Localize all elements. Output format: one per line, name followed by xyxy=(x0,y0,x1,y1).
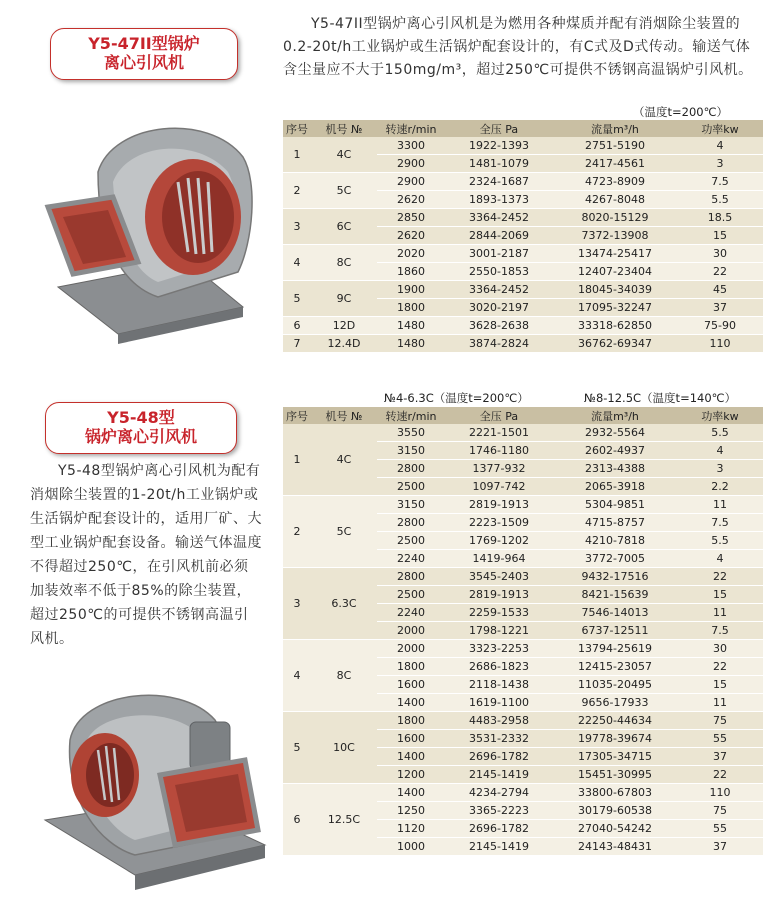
power-cell: 18.5 xyxy=(677,209,763,227)
flow-cell: 27040-54242 xyxy=(553,820,677,838)
flow-cell: 13794-25619 xyxy=(553,640,677,658)
power-cell: 75 xyxy=(677,712,763,730)
row-number-cell: 2 xyxy=(283,173,311,209)
flow-cell: 7372-13908 xyxy=(553,227,677,245)
row-number-cell: 6 xyxy=(283,317,311,335)
pressure-cell: 2145-1419 xyxy=(445,838,553,856)
flow-cell: 22250-44634 xyxy=(553,712,677,730)
pressure-cell: 3364-2452 xyxy=(445,209,553,227)
speed-cell: 1000 xyxy=(377,838,445,856)
power-cell: 37 xyxy=(677,299,763,317)
power-cell: 75-90 xyxy=(677,317,763,335)
speed-cell: 2020 xyxy=(377,245,445,263)
flow-cell: 18045-34039 xyxy=(553,281,677,299)
flow-cell: 8421-15639 xyxy=(553,586,677,604)
speed-cell: 2500 xyxy=(377,478,445,496)
pressure-cell: 1893-1373 xyxy=(445,191,553,209)
speed-cell: 3300 xyxy=(377,137,445,155)
pressure-cell: 2819-1913 xyxy=(445,496,553,514)
table-row xyxy=(283,784,763,802)
power-cell: 11 xyxy=(677,604,763,622)
column-header: 机号 № xyxy=(311,407,377,424)
model-cell: 5C xyxy=(311,173,377,209)
speed-cell: 3150 xyxy=(377,496,445,514)
table-row xyxy=(283,281,763,299)
table-row xyxy=(283,137,763,155)
power-cell: 15 xyxy=(677,586,763,604)
model-cell: 4C xyxy=(311,424,377,496)
pressure-cell: 3020-2197 xyxy=(445,299,553,317)
speed-cell: 1400 xyxy=(377,694,445,712)
speed-cell: 1250 xyxy=(377,802,445,820)
pressure-cell: 2686-1823 xyxy=(445,658,553,676)
pressure-cell: 3628-2638 xyxy=(445,317,553,335)
power-cell: 7.5 xyxy=(677,173,763,191)
power-cell: 3 xyxy=(677,460,763,478)
flow-cell: 5304-9851 xyxy=(553,496,677,514)
flow-cell: 2313-4388 xyxy=(553,460,677,478)
speed-cell: 1400 xyxy=(377,784,445,802)
speed-cell: 1400 xyxy=(377,748,445,766)
speed-cell: 1200 xyxy=(377,766,445,784)
column-header: 流量m³/h xyxy=(553,407,677,424)
flow-cell: 15451-30995 xyxy=(553,766,677,784)
speed-cell: 2500 xyxy=(377,532,445,550)
pressure-cell: 4234-2794 xyxy=(445,784,553,802)
power-cell: 30 xyxy=(677,245,763,263)
power-cell: 45 xyxy=(677,281,763,299)
flow-cell: 7546-14013 xyxy=(553,604,677,622)
row-number-cell: 3 xyxy=(283,209,311,245)
model-cell: 4C xyxy=(311,137,377,173)
product2-description: Y5-48型锅炉离心引风机为配有消烟除尘装置的1-20t/h工业锅炉或生活锅炉配套设计的，适用厂矿、大型工业锅炉配套设备。输送气体温度不得超过250℃，在引风机前必须加装效率不低于85%的除尘装置，超过250℃的可提供不锈钢高温引风机。 xyxy=(30,463,262,647)
column-header: 机号 № xyxy=(311,120,377,137)
row-number-cell: 5 xyxy=(283,712,311,784)
table-row xyxy=(283,640,763,658)
product2-badge-line1: Y5-48型 xyxy=(107,408,175,427)
power-cell: 55 xyxy=(677,730,763,748)
flow-cell: 6737-12511 xyxy=(553,622,677,640)
flow-cell: 9656-17933 xyxy=(553,694,677,712)
power-cell: 7.5 xyxy=(677,514,763,532)
speed-cell: 2500 xyxy=(377,586,445,604)
row-number-cell: 7 xyxy=(283,335,311,353)
pressure-cell: 1619-1100 xyxy=(445,694,553,712)
power-cell: 110 xyxy=(677,335,763,353)
pressure-cell: 2145-1419 xyxy=(445,766,553,784)
flow-cell: 4723-8909 xyxy=(553,173,677,191)
product1-badge-line2: 离心引风机 xyxy=(103,53,184,72)
pressure-cell: 2259-1533 xyxy=(445,604,553,622)
product2-badge xyxy=(45,402,237,454)
column-header: 转速r/min xyxy=(377,120,445,137)
speed-cell: 2000 xyxy=(377,640,445,658)
speed-cell: 2800 xyxy=(377,460,445,478)
pressure-cell: 2223-1509 xyxy=(445,514,553,532)
pressure-cell: 1769-1202 xyxy=(445,532,553,550)
speed-cell: 2800 xyxy=(377,568,445,586)
flow-cell: 19778-39674 xyxy=(553,730,677,748)
pressure-cell: 3365-2223 xyxy=(445,802,553,820)
row-number-cell: 2 xyxy=(283,496,311,568)
pressure-cell: 2118-1438 xyxy=(445,676,553,694)
power-cell: 15 xyxy=(677,676,763,694)
model-cell: 8C xyxy=(311,245,377,281)
flow-cell: 2417-4561 xyxy=(553,155,677,173)
flow-cell: 2932-5564 xyxy=(553,424,677,442)
table-header-row xyxy=(283,407,763,424)
table-row xyxy=(283,173,763,191)
power-cell: 75 xyxy=(677,802,763,820)
power-cell: 3 xyxy=(677,155,763,173)
model-cell: 8C xyxy=(311,640,377,712)
model-cell: 12.4D xyxy=(311,335,377,353)
product2-fan-image xyxy=(40,680,268,892)
table-row xyxy=(283,712,763,730)
power-cell: 30 xyxy=(677,640,763,658)
pressure-cell: 1798-1221 xyxy=(445,622,553,640)
speed-cell: 2850 xyxy=(377,209,445,227)
flow-cell: 11035-20495 xyxy=(553,676,677,694)
pressure-cell: 3531-2332 xyxy=(445,730,553,748)
flow-cell: 33318-62850 xyxy=(553,317,677,335)
speed-cell: 2800 xyxy=(377,514,445,532)
power-cell: 4 xyxy=(677,550,763,568)
flow-cell: 3772-7005 xyxy=(553,550,677,568)
row-number-cell: 4 xyxy=(283,640,311,712)
pressure-cell: 1419-964 xyxy=(445,550,553,568)
speed-cell: 1120 xyxy=(377,820,445,838)
speed-cell: 2240 xyxy=(377,550,445,568)
speed-cell: 1600 xyxy=(377,676,445,694)
power-cell: 37 xyxy=(677,748,763,766)
model-cell: 9C xyxy=(311,281,377,317)
power-cell: 2.2 xyxy=(677,478,763,496)
row-number-cell: 3 xyxy=(283,568,311,640)
table-row xyxy=(283,424,763,442)
table-row xyxy=(283,209,763,227)
model-cell: 5C xyxy=(311,496,377,568)
power-cell: 110 xyxy=(677,784,763,802)
model-cell: 12D xyxy=(311,317,377,335)
speed-cell: 2240 xyxy=(377,604,445,622)
model-cell: 6C xyxy=(311,209,377,245)
pressure-cell: 2844-2069 xyxy=(445,227,553,245)
product1-badge-line1: Y5-47II型锅炉 xyxy=(88,34,200,53)
flow-cell: 9432-17516 xyxy=(553,568,677,586)
pressure-cell: 3323-2253 xyxy=(445,640,553,658)
model-cell: 12.5C xyxy=(311,784,377,856)
flow-cell: 17305-34715 xyxy=(553,748,677,766)
pressure-cell: 1746-1180 xyxy=(445,442,553,460)
column-header: 全压 Pa xyxy=(445,120,553,137)
flow-cell: 4715-8757 xyxy=(553,514,677,532)
pressure-cell: 2696-1782 xyxy=(445,748,553,766)
column-header: 功率kw xyxy=(677,120,763,137)
flow-cell: 13474-25417 xyxy=(553,245,677,263)
speed-cell: 1800 xyxy=(377,712,445,730)
power-cell: 22 xyxy=(677,568,763,586)
pressure-cell: 3545-2403 xyxy=(445,568,553,586)
flow-cell: 17095-32247 xyxy=(553,299,677,317)
flow-cell: 2602-4937 xyxy=(553,442,677,460)
speed-cell: 2900 xyxy=(377,155,445,173)
power-cell: 11 xyxy=(677,496,763,514)
pressure-cell: 2221-1501 xyxy=(445,424,553,442)
power-cell: 4 xyxy=(677,137,763,155)
column-header: 序号 xyxy=(283,120,311,137)
flow-cell: 24143-48431 xyxy=(553,838,677,856)
flow-cell: 8020-15129 xyxy=(553,209,677,227)
table-row xyxy=(283,568,763,586)
power-cell: 22 xyxy=(677,658,763,676)
product1-condition: （温度t=200℃） xyxy=(633,105,729,119)
power-cell: 55 xyxy=(677,820,763,838)
speed-cell: 1800 xyxy=(377,658,445,676)
table-row xyxy=(283,245,763,263)
product1-spec-table xyxy=(283,120,763,353)
speed-cell: 2000 xyxy=(377,622,445,640)
product1-badge xyxy=(50,28,238,80)
speed-cell: 3150 xyxy=(377,442,445,460)
column-header: 流量m³/h xyxy=(553,120,677,137)
pressure-cell: 3874-2824 xyxy=(445,335,553,353)
power-cell: 22 xyxy=(677,766,763,784)
flow-cell: 36762-69347 xyxy=(553,335,677,353)
row-number-cell: 4 xyxy=(283,245,311,281)
flow-cell: 12415-23057 xyxy=(553,658,677,676)
speed-cell: 1480 xyxy=(377,335,445,353)
pressure-cell: 1922-1393 xyxy=(445,137,553,155)
speed-cell: 2900 xyxy=(377,173,445,191)
product2-condition-b: №8-12.5C（温度t=140℃） xyxy=(584,391,737,405)
column-header: 转速r/min xyxy=(377,407,445,424)
row-number-cell: 1 xyxy=(283,137,311,173)
flow-cell: 4267-8048 xyxy=(553,191,677,209)
power-cell: 4 xyxy=(677,442,763,460)
speed-cell: 1600 xyxy=(377,730,445,748)
pressure-cell: 1377-932 xyxy=(445,460,553,478)
table-header-row xyxy=(283,120,763,137)
flow-cell: 33800-67803 xyxy=(553,784,677,802)
product2-badge-line2: 锅炉离心引风机 xyxy=(84,427,197,446)
power-cell: 5.5 xyxy=(677,191,763,209)
table-row xyxy=(283,335,763,353)
power-cell: 15 xyxy=(677,227,763,245)
speed-cell: 3550 xyxy=(377,424,445,442)
product1-fan-image xyxy=(38,112,258,344)
power-cell: 37 xyxy=(677,838,763,856)
pressure-cell: 2819-1913 xyxy=(445,586,553,604)
speed-cell: 1900 xyxy=(377,281,445,299)
table-row xyxy=(283,496,763,514)
power-cell: 22 xyxy=(677,263,763,281)
pressure-cell: 2324-1687 xyxy=(445,173,553,191)
product2-condition-a: №4-6.3C（温度t=200℃） xyxy=(384,391,529,405)
speed-cell: 1800 xyxy=(377,299,445,317)
speed-cell: 2620 xyxy=(377,227,445,245)
model-cell: 6.3C xyxy=(311,568,377,640)
flow-cell: 2065-3918 xyxy=(553,478,677,496)
row-number-cell: 1 xyxy=(283,424,311,496)
row-number-cell: 6 xyxy=(283,784,311,856)
pressure-cell: 4483-2958 xyxy=(445,712,553,730)
speed-cell: 1860 xyxy=(377,263,445,281)
power-cell: 5.5 xyxy=(677,424,763,442)
column-header: 功率kw xyxy=(677,407,763,424)
flow-cell: 4210-7818 xyxy=(553,532,677,550)
pressure-cell: 1097-742 xyxy=(445,478,553,496)
power-cell: 7.5 xyxy=(677,622,763,640)
table-row xyxy=(283,317,763,335)
product2-spec-table xyxy=(283,407,763,856)
speed-cell: 2620 xyxy=(377,191,445,209)
flow-cell: 2751-5190 xyxy=(553,137,677,155)
product1-description: Y5-47II型锅炉离心引风机是为燃用各种煤质并配有消烟除尘装置的0.2-20t/h工业锅炉或生活锅炉配套设计的，有C式及D式传动。输送气体含尘量应不大于150mg/m³，超过250℃可提供不锈钢高温锅炉引风机。 xyxy=(283,16,753,78)
pressure-cell: 2696-1782 xyxy=(445,820,553,838)
model-cell: 10C xyxy=(311,712,377,784)
speed-cell: 1480 xyxy=(377,317,445,335)
pressure-cell: 3364-2452 xyxy=(445,281,553,299)
row-number-cell: 5 xyxy=(283,281,311,317)
column-header: 序号 xyxy=(283,407,311,424)
pressure-cell: 1481-1079 xyxy=(445,155,553,173)
pressure-cell: 3001-2187 xyxy=(445,245,553,263)
flow-cell: 12407-23404 xyxy=(553,263,677,281)
pressure-cell: 2550-1853 xyxy=(445,263,553,281)
power-cell: 11 xyxy=(677,694,763,712)
flow-cell: 30179-60538 xyxy=(553,802,677,820)
column-header: 全压 Pa xyxy=(445,407,553,424)
power-cell: 5.5 xyxy=(677,532,763,550)
